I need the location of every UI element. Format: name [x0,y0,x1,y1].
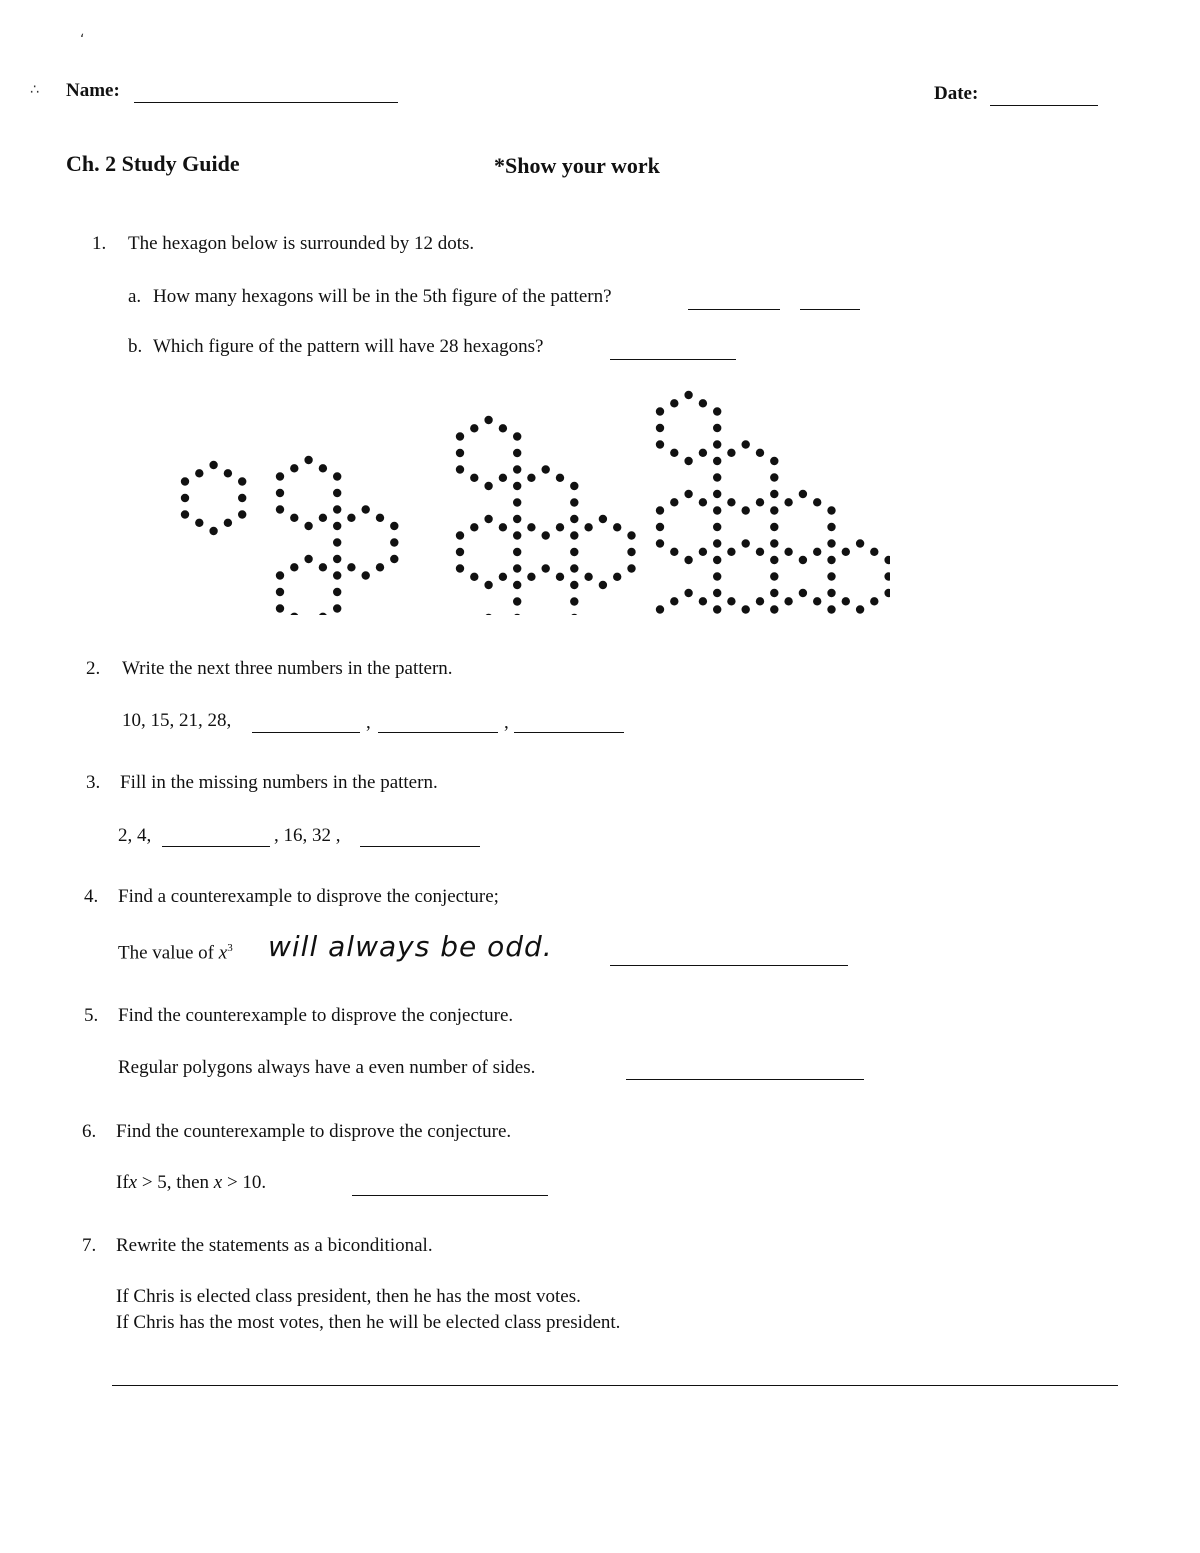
pattern-dot [784,498,792,506]
pattern-dot [827,589,835,597]
pattern-dot [713,490,721,498]
pattern-dot [656,407,664,415]
pattern-dot [656,506,664,514]
pattern-dot [456,449,464,457]
q5-number: 5. [84,1005,99,1026]
pattern-dot [713,407,721,415]
pattern-dot [570,515,578,523]
pattern-dot [209,461,217,469]
pattern-dot [347,563,355,571]
pattern-dot [456,432,464,440]
pattern-dot [224,469,232,477]
q1-text: The hexagon below is surrounded by 12 dots. [128,233,475,254]
pattern-dot [499,573,507,581]
pattern-dot [856,539,864,547]
pattern-dot [599,581,607,589]
pattern-dot [713,506,721,514]
pattern-dot [276,472,284,480]
pattern-dot [390,555,398,563]
pattern-dot [238,510,246,518]
pattern-dot [456,531,464,539]
pattern-dot [813,597,821,605]
pattern-dot [770,572,778,580]
pattern-dot [319,613,327,615]
scan-mark: ∴ [30,82,39,98]
pattern-dot [499,523,507,531]
pattern-dot [276,588,284,596]
pattern-dot [699,597,707,605]
q1b-answer-blank[interactable] [610,358,736,360]
pattern-dot [656,424,664,432]
pattern-dot [527,523,535,531]
pattern-dot [209,527,217,535]
pattern-dot [627,531,635,539]
q2-sequence: 10, 15, 21, 28, [122,710,232,731]
pattern-dot [484,416,492,424]
pattern-dot [499,474,507,482]
pattern-dot [333,555,341,563]
pattern-dot [799,556,807,564]
q6-cond-2: > 10. [222,1172,267,1193]
pattern-dot [884,572,890,580]
pattern-dot [656,440,664,448]
q7-statement-1: If Chris is elected class president, then he has the most votes. [116,1286,581,1307]
pattern-dot [347,514,355,522]
pattern-dot [570,581,578,589]
q4-statement-prefix: The value of [118,942,215,964]
pattern-dot [513,597,521,605]
pattern-dot [713,457,721,465]
q3-sequence-mid: , 16, 32 , [274,825,341,846]
q6-answer-blank[interactable] [352,1194,548,1196]
q6-if: If [116,1172,129,1193]
pattern-dot [770,523,778,531]
pattern-dot [770,457,778,465]
pattern-dot [181,510,189,518]
pattern-dot [799,589,807,597]
pattern-dot [181,477,189,485]
date-label: Date: [934,83,979,104]
q4-exponent: 3 [227,942,233,954]
q4-number: 4. [84,886,99,907]
pattern-dot [713,424,721,432]
pattern-dot [470,474,478,482]
pattern-dot [670,548,678,556]
pattern-dot [290,563,298,571]
pattern-dot [742,440,750,448]
pattern-dot [827,556,835,564]
pattern-dot [513,432,521,440]
page-title: Ch. 2 Study Guide [66,151,240,176]
pattern-dot [376,514,384,522]
pattern-dot [827,572,835,580]
pattern-dot [813,548,821,556]
pattern-dot [756,498,764,506]
pattern-dot [613,573,621,581]
pattern-dot [456,465,464,473]
pattern-dot [670,399,678,407]
pattern-dot [333,604,341,612]
q6-text: Find the counterexample to disprove the conjecture. [116,1121,512,1142]
q1a-text: How many hexagons will be in the 5th figure of the pattern? [153,286,612,307]
separator: , [504,712,509,733]
pattern-dot [713,589,721,597]
pattern-dot [684,556,692,564]
pattern-dot [556,573,564,581]
q2-number: 2. [86,658,101,679]
pattern-dot [842,597,850,605]
q7-statement-2: If Chris has the most votes, then he will be elected class president. [116,1312,621,1333]
q7-answer-blank[interactable] [112,1384,1118,1386]
q3-text: Fill in the missing numbers in the pattern. [120,772,438,793]
pattern-dot [513,465,521,473]
q6-cond-1: > 5, then [137,1172,214,1193]
instruction: *Show your work [494,153,660,178]
separator: , [366,712,371,733]
pattern-dot [556,474,564,482]
pattern-dot [484,515,492,523]
pattern-dot [470,424,478,432]
pattern-dot [670,597,678,605]
q4-text: Find a counterexample to disprove the conjecture; [118,886,499,907]
pattern-dot [513,515,521,523]
pattern-dot [224,519,232,527]
pattern-dot [513,449,521,457]
pattern-dot [699,548,707,556]
pattern-dot [513,482,521,490]
q6-statement [116,1172,266,1194]
pattern-dot [570,614,578,615]
pattern-dot [456,564,464,572]
pattern-dot [570,498,578,506]
pattern-dot [276,571,284,579]
pattern-dot [290,514,298,522]
pattern-dot [181,494,189,502]
q7-text: Rewrite the statements as a biconditional. [116,1235,433,1256]
pattern-dot [513,548,521,556]
pattern-dot [333,571,341,579]
q1a-answer-blank[interactable] [688,308,780,310]
hexagon-pattern-figure [130,365,890,615]
pattern-dot [742,539,750,547]
q1a-answer-blank-2[interactable] [800,308,860,310]
pattern-dot [713,605,721,613]
pattern-dot [333,489,341,497]
pattern-dot [390,522,398,530]
q6-number: 6. [82,1121,97,1142]
q6-var-1: x [128,1172,138,1193]
pattern-dot [390,538,398,546]
pattern-dot [813,498,821,506]
q5-answer-blank[interactable] [626,1078,864,1080]
pattern-dot [570,564,578,572]
q2-text: Write the next three numbers in the pattern. [122,658,453,679]
pattern-dot [770,539,778,547]
name-field[interactable] [134,101,398,103]
pattern-dot [333,538,341,546]
name-label: Name: [66,80,120,101]
pattern-dot [656,523,664,531]
q4-answer-blank[interactable] [610,964,848,966]
pattern-dot [304,555,312,563]
pattern-dot [727,449,735,457]
scan-mark: ʻ [80,32,85,48]
pattern-dot [627,548,635,556]
q7-number: 7. [82,1235,97,1256]
pattern-dot [527,573,535,581]
pattern-dot [727,498,735,506]
pattern-dot [827,506,835,514]
pattern-dot [827,539,835,547]
pattern-dot [319,464,327,472]
q1a-label: a. [128,286,142,307]
pattern-dot [513,581,521,589]
pattern-dot [713,539,721,547]
pattern-dot [570,531,578,539]
pattern-dot [684,490,692,498]
pattern-dot [713,440,721,448]
pattern-dot [304,522,312,530]
pattern-dot [742,506,750,514]
pattern-dot [195,469,203,477]
q5-text: Find the counterexample to disprove the conjecture. [118,1005,514,1026]
q3-sequence-start: 2, 4, [118,825,152,846]
pattern-dot [670,498,678,506]
pattern-dot [784,548,792,556]
pattern-dot [513,564,521,572]
pattern-dot [827,523,835,531]
pattern-dot [756,548,764,556]
pattern-dot [456,548,464,556]
pattern-dot [770,490,778,498]
pattern-dot [290,464,298,472]
pattern-dot [656,539,664,547]
pattern-dot [570,548,578,556]
pattern-dot [513,614,521,615]
q2-answer-blank-1[interactable] [252,731,360,733]
pattern-dot [542,465,550,473]
pattern-dot [484,482,492,490]
pattern-dot [770,473,778,481]
pattern-dot [570,597,578,605]
pattern-dot [542,531,550,539]
pattern-dot [599,515,607,523]
q2-answer-blank-3[interactable] [514,731,624,733]
pattern-dot [627,564,635,572]
pattern-dot [319,563,327,571]
pattern-dot [584,573,592,581]
pattern-dot [195,519,203,527]
date-field[interactable] [990,104,1098,106]
pattern-dot [276,489,284,497]
q1-number: 1. [92,233,107,254]
pattern-dot [856,605,864,613]
pattern-dot [842,548,850,556]
pattern-dot [799,490,807,498]
pattern-dot [713,523,721,531]
q1b-text: Which figure of the pattern will have 28 hexagons? [153,336,544,357]
pattern-dot [713,473,721,481]
pattern-dot [713,572,721,580]
pattern-dot [713,556,721,564]
q3-answer-blank-1[interactable] [162,845,270,847]
pattern-dot [699,498,707,506]
pattern-dot [684,457,692,465]
q6-var-2: x [213,1172,223,1193]
pattern-dot [376,563,384,571]
pattern-dot [542,564,550,572]
pattern-dot [870,597,878,605]
q3-answer-blank-2[interactable] [360,845,480,847]
pattern-dot [884,556,890,564]
pattern-dot [484,581,492,589]
q4-statement [118,942,233,964]
pattern-dot [770,556,778,564]
q3-number: 3. [86,772,101,793]
pattern-dot [613,523,621,531]
q2-answer-blank-2[interactable] [378,731,498,733]
pattern-dot [362,505,370,513]
pattern-dot [290,613,298,615]
pattern-dot [727,597,735,605]
pattern-dot [470,523,478,531]
pattern-dot [333,505,341,513]
q1b-label: b. [128,336,143,357]
pattern-dot [827,605,835,613]
pattern-dot [276,505,284,513]
pattern-dot [527,474,535,482]
pattern-dot [470,573,478,581]
pattern-dot [684,391,692,399]
pattern-dot [362,571,370,579]
q4-variable: x [218,942,228,964]
pattern-dot [333,522,341,530]
pattern-dot [742,605,750,613]
pattern-dot [770,506,778,514]
pattern-dot [333,588,341,596]
q4-handwritten-text: will always be odd. [268,930,553,963]
pattern-dot [570,482,578,490]
pattern-dot [870,548,878,556]
pattern-dot [238,494,246,502]
pattern-dot [276,604,284,612]
pattern-dot [319,514,327,522]
pattern-dot [699,449,707,457]
pattern-dot [513,531,521,539]
pattern-dot [484,614,492,615]
pattern-dot [784,597,792,605]
q5-statement: Regular polygons always have a even number of sides. [118,1057,536,1078]
pattern-dot [684,589,692,597]
pattern-dot [656,605,664,613]
pattern-dot [770,605,778,613]
pattern-dot [238,477,246,485]
pattern-dot [513,498,521,506]
pattern-dot [756,449,764,457]
pattern-dot [584,523,592,531]
pattern-dot [333,472,341,480]
pattern-dot [556,523,564,531]
pattern-dot [770,589,778,597]
pattern-dot [727,548,735,556]
pattern-dot [756,597,764,605]
pattern-dot [884,589,890,597]
pattern-dot [699,399,707,407]
pattern-dot [304,456,312,464]
pattern-dot [670,449,678,457]
pattern-dot [499,424,507,432]
